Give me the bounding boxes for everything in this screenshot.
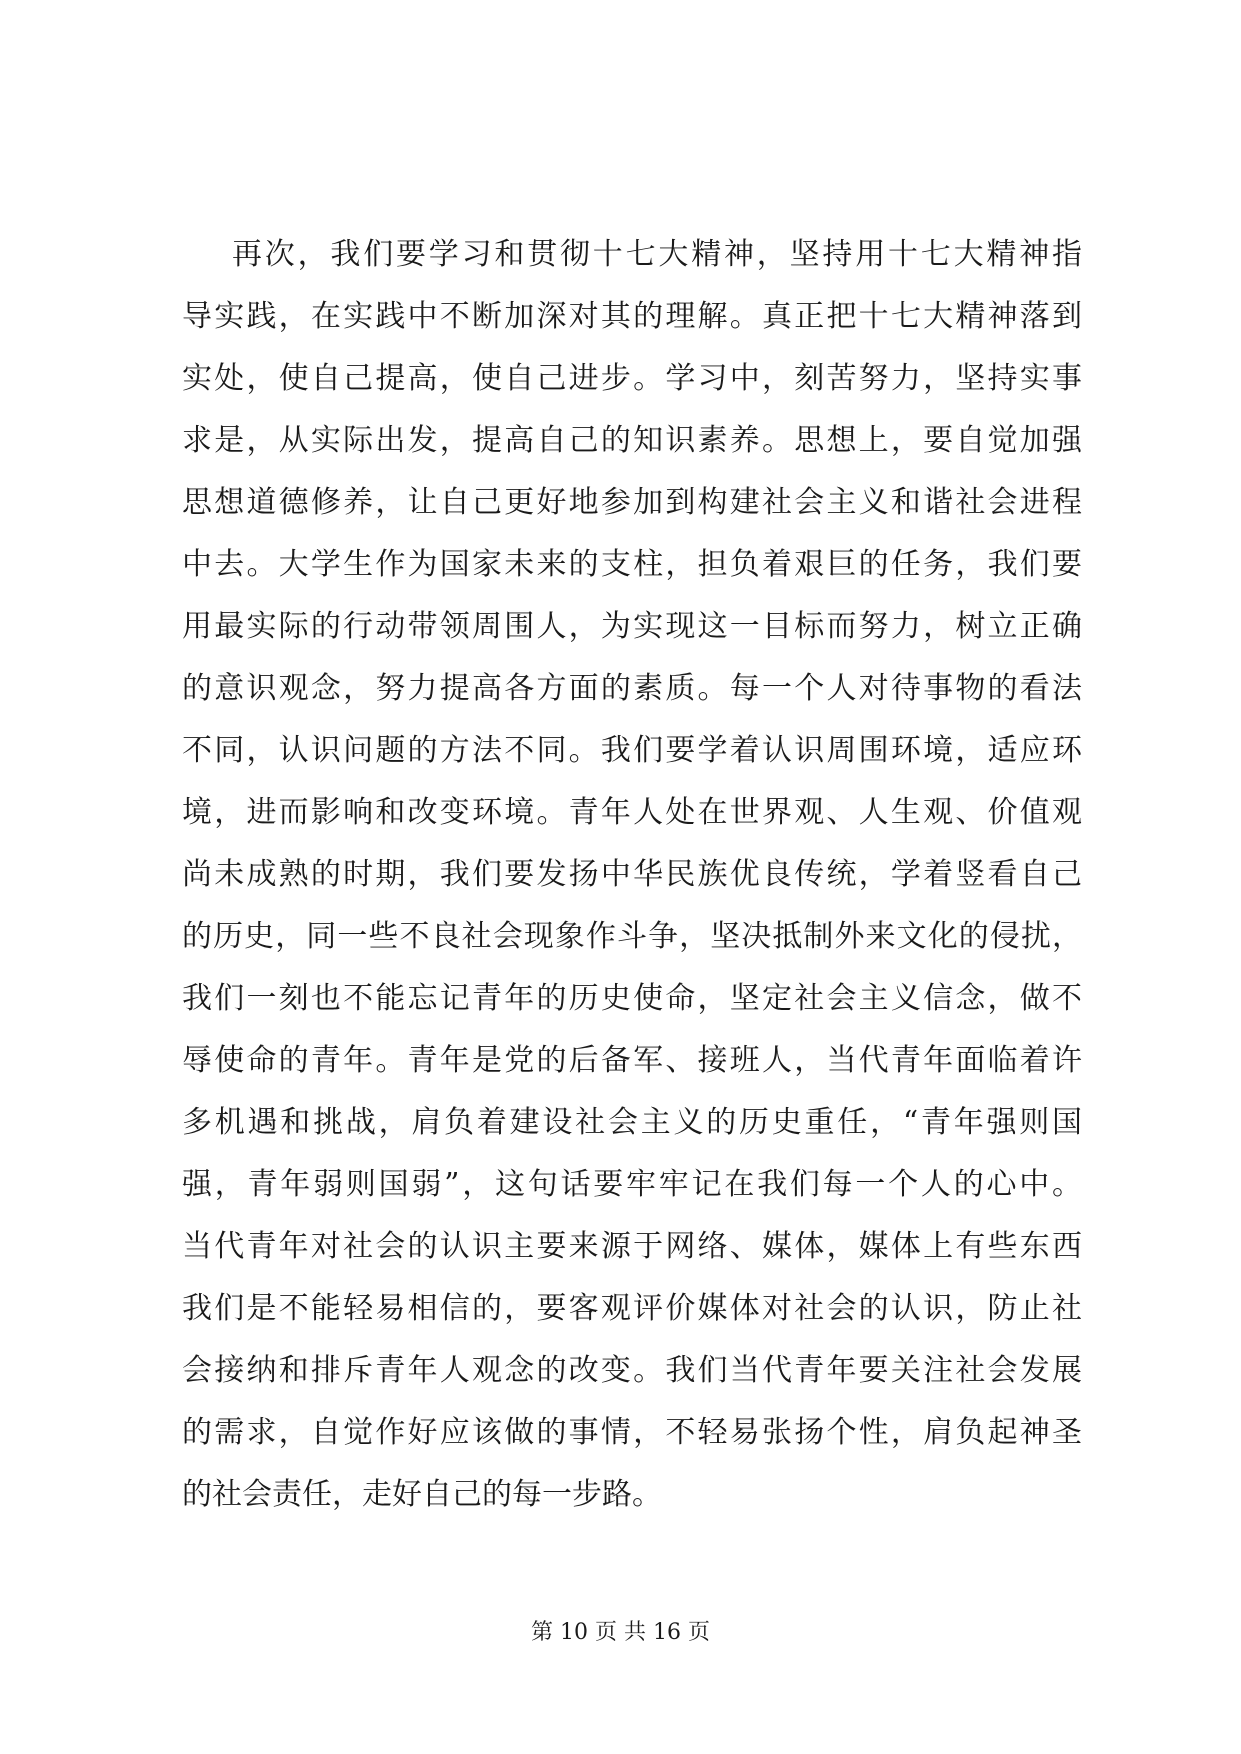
paragraph-line-5: 思想道德修养，让自己更好地参加到构建社会主义和谐社会进程 <box>182 485 1082 520</box>
paragraph-line-9: 不同，认识问题的方法不同。我们要学着认识周围环境，适应环 <box>182 733 1082 768</box>
paragraph-line-21: 的社会责任，走好自己的每一步路。 <box>182 1477 662 1512</box>
paragraph-line-11: 尚未成熟的时期，我们要发扬中华民族优良传统，学着竖看自己 <box>182 857 1082 892</box>
paragraph-line-20: 的需求，自觉作好应该做的事情，不轻易张扬个性，肩负起神圣 <box>182 1415 1082 1450</box>
paragraph-line-2: 导实践，在实践中不断加深对其的理解。真正把十七大精神落到 <box>182 299 1082 334</box>
paragraph-line-19: 会接纳和排斥青年人观念的改变。我们当代青年要关注社会发展 <box>182 1353 1082 1388</box>
paragraph-line-15: 多机遇和挑战，肩负着建设社会主义的历史重任，“青年强则国 <box>182 1105 1082 1140</box>
paragraph-line-1: 再次，我们要学习和贯彻十七大精神，坚持用十七大精神指 <box>232 237 1082 272</box>
paragraph-line-12: 的历史，同一些不良社会现象作斗争，坚决抵制外来文化的侵扰， <box>182 919 1082 954</box>
paragraph-line-7: 用最实际的行动带领周围人，为实现这一目标而努力，树立正确 <box>182 609 1082 644</box>
paragraph-line-10: 境，进而影响和改变环境。青年人处在世界观、人生观、价值观 <box>182 795 1082 830</box>
page-number-footer: 第 10 页 共 16 页 <box>531 1620 710 1645</box>
paragraph-line-6: 中去。大学生作为国家未来的支柱，担负着艰巨的任务，我们要 <box>182 547 1082 582</box>
paragraph-line-13: 我们一刻也不能忘记青年的历史使命，坚定社会主义信念，做不 <box>182 981 1082 1016</box>
paragraph <box>182 224 1082 1526</box>
paragraph-line-3: 实处，使自己提高，使自己进步。学习中，刻苦努力，坚持实事 <box>182 361 1082 396</box>
paragraph-line-14: 辱使命的青年。青年是党的后备军、接班人，当代青年面临着许 <box>182 1043 1082 1078</box>
paragraph-line-18: 我们是不能轻易相信的，要客观评价媒体对社会的认识，防止社 <box>182 1291 1082 1326</box>
paragraph-line-17: 当代青年对社会的认识主要来源于网络、媒体，媒体上有些东西 <box>182 1229 1082 1264</box>
paragraph-line-4: 求是，从实际出发，提高自己的知识素养。思想上，要自觉加强 <box>182 423 1082 458</box>
paragraph-line-16: 强，青年弱则国弱”，这句话要牢牢记在我们每一个人的心中。 <box>182 1167 1082 1202</box>
paragraph-line-8: 的意识观念，努力提高各方面的素质。每一个人对待事物的看法 <box>182 671 1082 706</box>
